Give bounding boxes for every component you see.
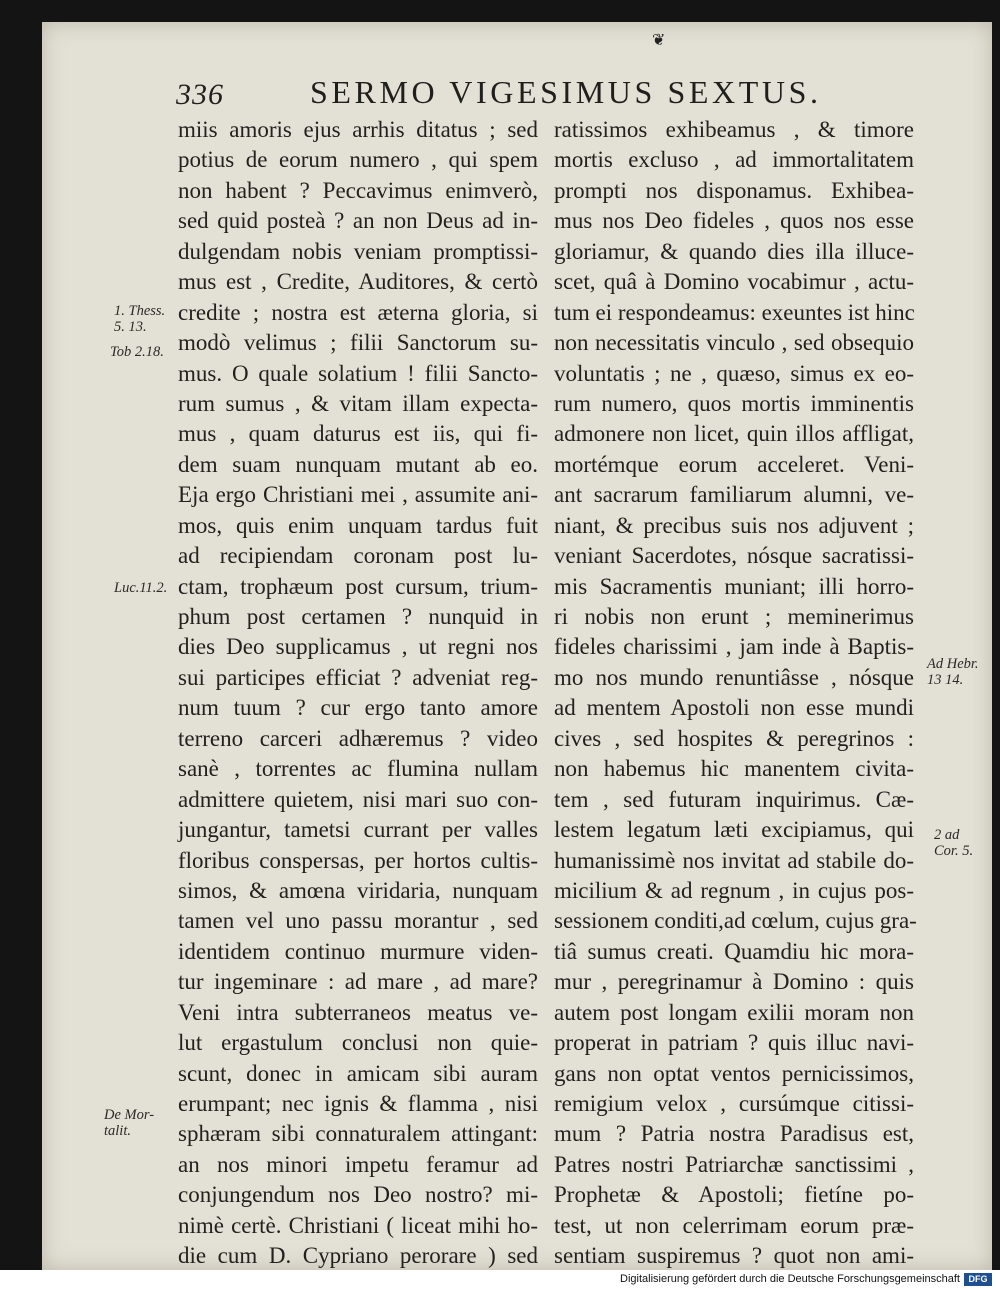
text-line: mortémque eorum acceleret. Veni- xyxy=(554,451,914,477)
text-line: ratissimos exhibeamus , & timore xyxy=(554,117,914,142)
text-line: ant sacrarum familiarum alumni, ve- xyxy=(554,482,914,508)
footer-credit: Digitalisierung gefördert durch die Deutsche Forschungsgemeinschaft xyxy=(620,1273,960,1285)
text-line: conjungendum nos Deo nostro? mi- xyxy=(178,1182,538,1208)
text-line: simos, & amœna viridaria, nunquam xyxy=(178,877,538,903)
text-line: modò velimus ; filii Sanctorum su- xyxy=(178,330,538,356)
text-line: autem post longam exilii moram non xyxy=(554,999,914,1025)
text-line: floribus conspersas, per hortos cultis- xyxy=(178,847,538,873)
text-line: num tuum ? cur ergo tanto amore xyxy=(178,695,538,721)
text-line: dies Deo supplicamus , ut regni nos xyxy=(178,634,538,660)
text-line: sphæram sibi connaturalem attingant: xyxy=(178,1121,538,1147)
text-line: fideles charissimi , jam inde à Baptis- xyxy=(554,634,914,660)
text-line: ad recipiendam coronam post lu- xyxy=(178,543,538,569)
text-line: humanissimè nos invitat ad stabile do- xyxy=(554,847,914,873)
text-line: micilium & ad regnum , in cujus pos- xyxy=(554,877,914,903)
text-line: gloriamur, & quando dies illa illuce- xyxy=(554,238,914,264)
text-line: Eja ergo Christiani mei , assumite ani- xyxy=(178,482,538,508)
text-line: remigium velox , cursúmque citissi- xyxy=(554,1091,914,1116)
text-line: lestem legatum læti excipiamus, qui xyxy=(554,817,914,843)
text-line: mos, quis enim unquam tardus fuit xyxy=(178,512,538,538)
text-line: mis Sacramentis muniant; illi horro- xyxy=(554,573,914,599)
text-line: ri nobis non erunt ; meminerimus xyxy=(554,604,914,629)
margin-note-tob: Tob 2.18. xyxy=(110,344,164,360)
text-line: credite ; nostra est æterna gloria, si xyxy=(178,299,538,325)
text-line: dem suam nunquam mutant ab eo. xyxy=(178,451,538,477)
text-line: sentiam suspiremus ? quot non ami- xyxy=(554,1243,914,1269)
dfg-logo-icon: DFG xyxy=(964,1273,992,1286)
text-line: test, ut non celerrimam eorum præ- xyxy=(554,1212,914,1238)
left-text-column xyxy=(178,115,538,1270)
text-line: rum numero, quos mortis imminentis xyxy=(554,390,914,416)
text-line: gans non optat ventos pernicissimos, xyxy=(554,1060,914,1086)
text-line: mus , quam daturus est iis, qui fi- xyxy=(178,421,538,447)
text-line: Veni intra subterraneos meatus ve- xyxy=(178,999,538,1025)
book-page xyxy=(42,22,992,1270)
text-line: identidem continuo murmure viden- xyxy=(178,938,538,964)
text-line: tamen vel uno passu morantur , sed xyxy=(178,908,538,934)
margin-note-ad-hebr: Ad Hebr. 13 14. xyxy=(927,656,979,688)
text-line: scunt, donec in amicam sibi auram xyxy=(178,1060,538,1086)
text-line: terreno carceri adhæremus ? video xyxy=(178,725,538,751)
text-line: non habent ? Peccavimus enimverò, xyxy=(178,177,538,203)
page-number: 336 xyxy=(176,78,224,111)
right-text-column xyxy=(554,115,917,1270)
text-line: Prophetæ & Apostoli; fietíne po- xyxy=(554,1182,914,1208)
text-line: scet, quâ à Domino vocabimur , actu- xyxy=(554,269,914,295)
text-line: lut ergastulum conclusi non quie- xyxy=(178,1030,538,1056)
text-line: jungantur, tametsi currant per valles xyxy=(178,817,538,843)
text-line: admittere quietem, nisi mari suo con- xyxy=(178,786,538,812)
text-line: mur , peregrinamur à Domino : quis xyxy=(554,969,914,995)
running-head xyxy=(42,68,992,111)
text-line: rum sumus , & vitam illam expecta- xyxy=(178,390,538,416)
text-line: prompti nos disponamus. Exhibea- xyxy=(554,177,914,203)
text-line: tur ingeminare : ad mare , ad mare? xyxy=(178,969,538,995)
margin-note-luc: Luc.11.2. xyxy=(114,580,168,596)
text-line: veniant Sacerdotes, nósque sacratissi- xyxy=(554,543,914,569)
text-line: mo nos mundo renuntiâsse , nósque xyxy=(554,664,914,690)
text-line: ctam, trophæum post cursum, trium- xyxy=(178,573,538,599)
text-line: die cum D. Cypriano perorare ) sed xyxy=(178,1243,538,1269)
text-line: mum ? Patria nostra Paradisus est, xyxy=(554,1121,914,1147)
text-line: an nos minori impetu feramur ad xyxy=(178,1151,538,1177)
text-line: sed quid posteà ? an non Deus ad in- xyxy=(178,208,538,234)
text-line: tiâ sumus creati. Quamdiu hic mora- xyxy=(554,938,914,964)
text-line: tum ei respondeamus: exeuntes ist hinc xyxy=(554,299,915,325)
text-line: voluntatis ; ne , quæso, simus ex eo- xyxy=(554,360,914,386)
margin-note-de-mortalit: De Mor- talit. xyxy=(104,1107,155,1139)
text-line: non necessitatis vinculo , sed obsequio xyxy=(554,330,914,356)
text-line: mus. O quale solatium ! filii Sancto- xyxy=(178,360,538,386)
text-line: erumpant; nec ignis & flamma , nisi xyxy=(178,1091,538,1116)
text-line: non habemus hic manentem civita- xyxy=(554,756,914,782)
text-line: Patres nostri Patriarchæ sanctissimi , xyxy=(554,1151,914,1177)
text-line: mus nos Deo fideles , quos nos esse xyxy=(554,208,914,234)
text-line: properat in patriam ? quis illuc navi- xyxy=(554,1030,914,1056)
text-line: nimè certè. Christiani ( liceat mihi ho- xyxy=(178,1212,538,1238)
text-line: sessionem conditi,ad cœlum, cujus gra- xyxy=(554,908,917,934)
text-line: ad mentem Apostoli non esse mundi xyxy=(554,695,914,721)
text-line: tem , sed futuram inquirimus. Cæ- xyxy=(554,786,914,812)
text-line: mortis excluso , ad immortalitatem xyxy=(554,147,914,173)
text-line: dulgendam nobis veniam promptissi- xyxy=(178,238,538,264)
text-line: potius de eorum numero , qui spem xyxy=(178,147,538,173)
page-title: SERMO VIGESIMUS SEXTUS. xyxy=(310,74,822,110)
margin-note-1-thess: 1. Thess. 5. 13. xyxy=(114,303,166,335)
text-line: cives , sed hospites & peregrinos : xyxy=(554,725,914,751)
text-line: admonere non licet, quin illos affligat, xyxy=(554,421,914,447)
text-line: sui participes efficiat ? adveniat reg- xyxy=(178,664,538,690)
ornament-icon: ❦ xyxy=(652,32,666,49)
text-line: phum post certamen ? nunquid in xyxy=(178,604,538,629)
margin-note-2-ad-cor: 2 ad Cor. 5. xyxy=(934,827,974,859)
text-line: sanè , torrentes ac flumina nullam xyxy=(178,756,538,782)
digitization-footer xyxy=(0,1270,1000,1289)
text-line: niant, & precibus suis nos adjuvent ; xyxy=(554,512,914,538)
text-line: miis amoris ejus arrhis ditatus ; sed xyxy=(178,117,538,142)
text-line: mus est , Credite, Auditores, & certò xyxy=(178,269,538,295)
